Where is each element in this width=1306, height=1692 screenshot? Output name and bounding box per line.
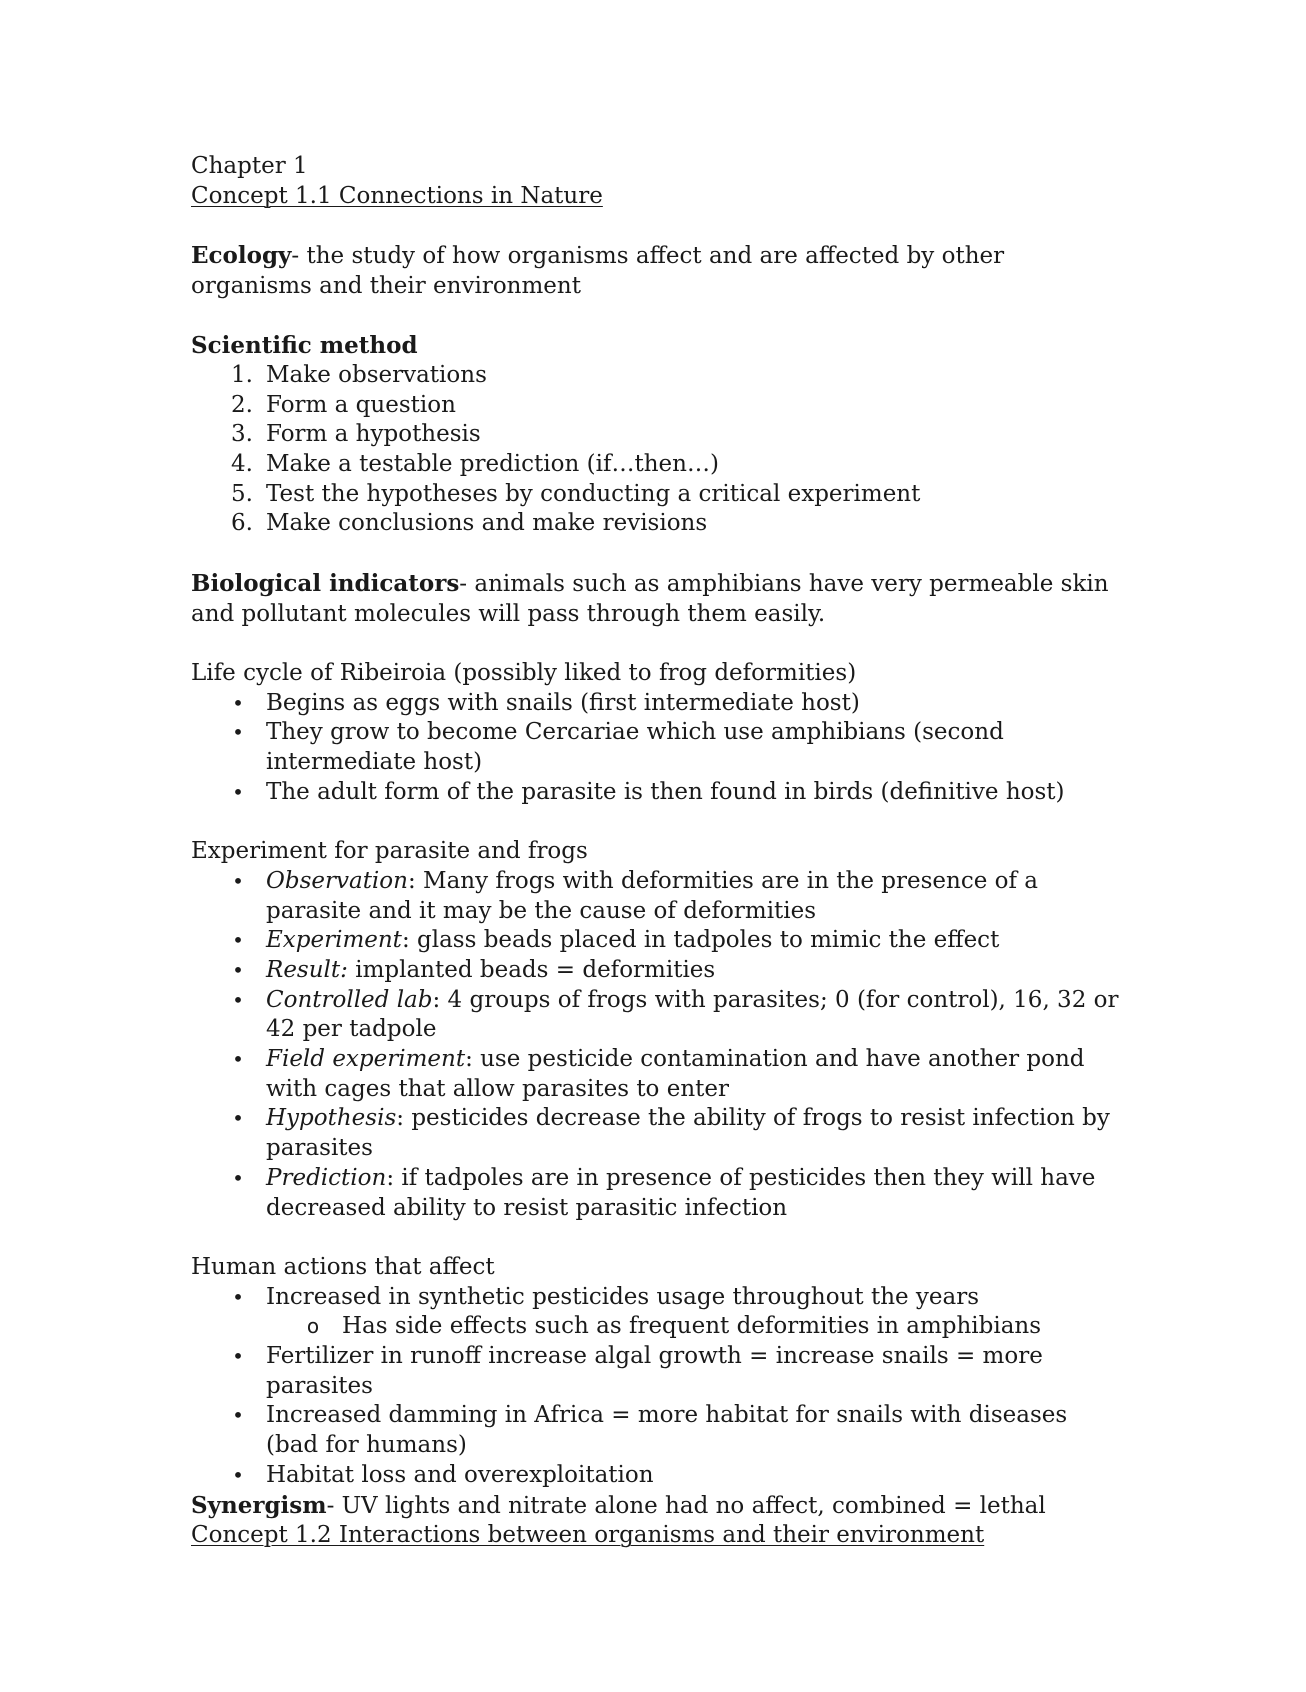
bio-indicators-term: Biological indicators: [191, 569, 460, 597]
step-number: 4.: [231, 451, 253, 477]
list-item: [191, 420, 1121, 450]
bullet-icon: •: [232, 1403, 244, 1428]
scientific-method-heading: Scientific method: [191, 332, 418, 360]
bullet-icon: •: [232, 779, 244, 804]
item-text: pesticides decrease the ability of frogs to resist infection by parasites: [266, 1105, 1110, 1162]
list-item: [191, 1164, 1121, 1223]
item-text: They grow to become Cercariae which use amphibians (second intermediate host): [266, 719, 1004, 775]
bullet-icon: •: [232, 868, 244, 893]
human-actions-heading: Human actions that affect: [191, 1253, 495, 1280]
step-number: 5.: [231, 480, 253, 507]
bullet-icon: •: [232, 1462, 244, 1487]
item-text: The adult form of the parasite is then found in birds (definitive host): [266, 778, 1065, 805]
concept-1-1-heading: Concept 1.1 Connections in Nature: [191, 182, 603, 209]
spacer: [191, 807, 1121, 837]
step-text: Make conclusions and make revisions: [266, 510, 708, 537]
chapter-title: Chapter 1: [191, 153, 308, 179]
item-text: implanted beads = deformities: [347, 956, 716, 983]
list-item: [191, 926, 1121, 956]
step-number: 6.: [231, 510, 253, 537]
bio-indicators-text: - animals such as amphibians have very permeable skin and pollutant molecules will pass through them easily.: [191, 570, 1109, 627]
bullet-icon: •: [232, 690, 244, 715]
item-text: Has side effects such as frequent deformities in amphibians: [342, 1313, 1042, 1340]
circle-bullet-icon: o: [306, 1314, 320, 1339]
list-item: [191, 689, 1121, 719]
item-separator: :: [396, 1105, 405, 1132]
item-text: use pesticide contamination and have another pond with cages that allow parasites to enter: [266, 1046, 1085, 1102]
synergism-term: Synergism: [191, 1491, 327, 1519]
list-item: [191, 1045, 1121, 1104]
spacer: [191, 302, 1121, 332]
item-separator: :: [432, 986, 441, 1013]
bullet-icon: •: [232, 720, 244, 745]
item-text: if tadpoles are in presence of pesticides then they will have decreased ability to resist parasitic infection: [266, 1164, 1096, 1221]
item-separator: :: [401, 927, 410, 954]
scientific-method-list: [191, 361, 1121, 539]
bullet-icon: •: [232, 1047, 244, 1072]
list-item: [191, 391, 1121, 421]
bio-indicators-definition: [191, 569, 1121, 629]
item-label: Result:: [266, 956, 348, 983]
step-number: 1.: [231, 361, 253, 388]
step-text: Test the hypotheses by conducting a critical experiment: [266, 480, 921, 507]
item-text: glass beads placed in tadpoles to mimic the effect: [409, 927, 1000, 954]
ecology-term: Ecology: [191, 242, 292, 270]
experiment-list: [191, 867, 1121, 1223]
step-text: Form a hypothesis: [266, 421, 481, 448]
list-item: [191, 509, 1121, 539]
item-label: Hypothesis: [266, 1105, 397, 1132]
item-text: 4 groups of frogs with parasites; 0 (for control), 16, 32 or 42 per tadpole: [266, 986, 1119, 1043]
item-text: Begins as eggs with snails (first intermediate host): [266, 689, 860, 716]
bullet-icon: •: [232, 1284, 244, 1309]
spacer: [191, 629, 1121, 659]
bullet-icon: •: [232, 1344, 244, 1369]
list-item: [191, 1283, 1121, 1313]
list-item: [191, 867, 1121, 926]
bullet-icon: •: [232, 1165, 244, 1190]
item-text: Fertilizer in runoff increase algal growth = increase snails = more parasites: [266, 1343, 1043, 1399]
bullet-icon: •: [232, 987, 244, 1012]
sub-list-item: [191, 1312, 1121, 1342]
item-label: Experiment: [266, 927, 402, 954]
document-page: [191, 152, 1121, 1551]
ecology-text: - the study of how organisms affect and are affected by other organisms and their environment: [191, 243, 1005, 299]
item-separator: :: [407, 867, 416, 894]
synergism-text: - UV lights and nitrate alone had no affect, combined = lethal: [326, 1492, 1046, 1519]
life-cycle-heading: Life cycle of Ribeiroia (possibly liked to frog deformities): [191, 659, 857, 686]
list-item: [191, 1461, 1121, 1491]
list-item: [191, 480, 1121, 510]
item-text: Many frogs with deformities are in the presence of a parasite and it may be the cause of deformities: [266, 867, 1039, 924]
list-item: [191, 956, 1121, 986]
step-text: Make observations: [266, 361, 487, 388]
item-text: Increased in synthetic pesticides usage throughout the years: [266, 1283, 980, 1310]
item-separator: :: [386, 1164, 395, 1191]
item-separator: :: [465, 1046, 473, 1073]
spacer: [191, 1223, 1121, 1253]
list-item: [191, 1104, 1121, 1163]
step-text: Form a question: [266, 391, 456, 418]
item-text: Increased damming in Africa = more habitat for snails with diseases (bad for humans): [266, 1402, 1068, 1459]
list-item: [191, 718, 1121, 777]
spacer: [191, 211, 1121, 241]
list-item: [191, 778, 1121, 808]
list-item: [191, 1342, 1121, 1401]
item-label: Prediction: [266, 1164, 387, 1191]
list-item: [191, 450, 1121, 480]
bullet-icon: •: [232, 1106, 244, 1131]
list-item: [191, 986, 1121, 1045]
human-actions-list: [191, 1283, 1121, 1491]
step-number: 2.: [231, 391, 253, 418]
life-cycle-list: [191, 689, 1121, 808]
item-text: Habitat loss and overexploitation: [266, 1461, 654, 1488]
item-label: Observation: [266, 867, 408, 894]
list-item: [191, 1401, 1121, 1460]
item-label: Field experiment: [266, 1046, 466, 1073]
bullet-icon: •: [232, 928, 244, 953]
step-number: 3.: [231, 421, 253, 448]
concept-1-2-heading: Concept 1.2 Interactions between organisms and their environment: [191, 1522, 985, 1549]
experiment-heading: Experiment for parasite and frogs: [191, 838, 588, 865]
bullet-icon: •: [232, 957, 244, 982]
list-item: [191, 361, 1121, 391]
item-label: Controlled lab: [266, 986, 433, 1013]
step-text: Make a testable prediction (if…then…): [266, 451, 719, 477]
spacer: [191, 539, 1121, 569]
synergism-definition: [191, 1491, 1121, 1522]
ecology-definition: [191, 241, 1121, 301]
